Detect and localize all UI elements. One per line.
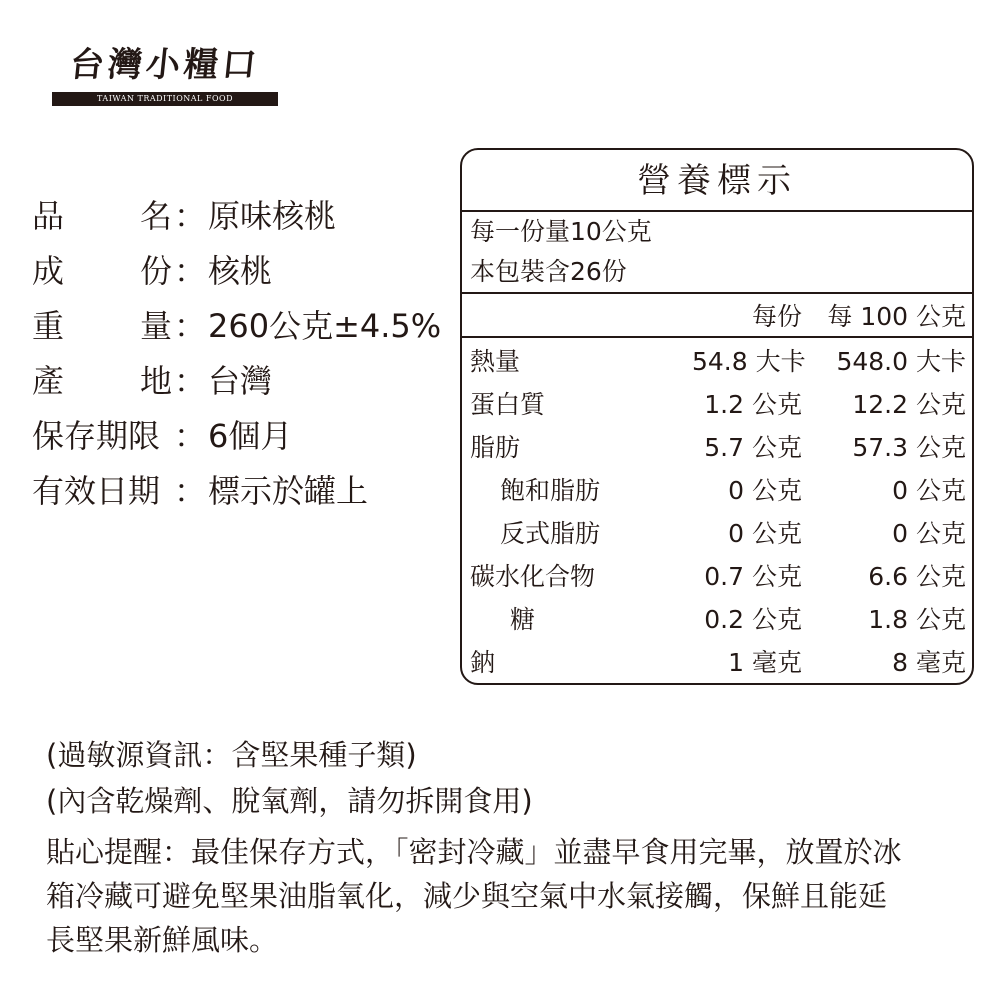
product-info <box>32 186 441 516</box>
nutrition-row-sugar <box>462 596 972 639</box>
nutrition-row-calories <box>462 338 972 381</box>
nutrition-title: 營養標示 <box>462 150 972 212</box>
per-serving-value: 0.7 公克 <box>704 561 802 591</box>
serving-size: 每一份量10公克 <box>470 217 652 246</box>
label-char: 份 <box>139 251 172 290</box>
origin-label <box>32 356 172 402</box>
product-name-value: 原味核桃 <box>208 196 337 235</box>
nutrition-row-fat <box>462 424 972 467</box>
nutrient-name: 鈉 <box>470 647 496 677</box>
nutrition-row-carbohydrate <box>462 553 972 596</box>
per-100g-value: 0 公克 <box>892 475 966 505</box>
nutrition-row-trans-fat <box>462 510 972 553</box>
nutrition-column-headers <box>462 294 972 338</box>
nutrient-name: 飽和脂肪 <box>500 475 601 505</box>
per-serving-value: 5.7 公克 <box>704 432 802 462</box>
product-name-row <box>32 186 441 241</box>
per-serving-value: 1.2 公克 <box>704 389 802 419</box>
separator: ： <box>173 416 206 455</box>
weight-row <box>32 296 441 351</box>
nutrition-facts-panel <box>460 148 974 685</box>
expiry-value: 標示於罐上 <box>208 471 369 510</box>
weight-value: 260公克±4.5% <box>208 306 442 345</box>
allergen-note: (過敏源資訊：含堅果種子類) <box>46 738 417 772</box>
weight-label <box>32 301 172 347</box>
label-char: 地 <box>139 361 172 400</box>
servings-per-package: 本包裝含26份 <box>462 252 972 294</box>
brand-name: 台灣小糧口 <box>67 45 263 85</box>
nutrition-row-sodium <box>462 639 972 682</box>
brand-tagline: TAIWAN TRADITIONAL FOOD <box>52 92 278 106</box>
separator: ： <box>173 196 206 235</box>
per-100g-value: 12.2 公克 <box>852 389 966 419</box>
separator: ： <box>173 306 206 345</box>
nutrient-name: 脂肪 <box>470 432 521 462</box>
ingredients-label <box>32 246 172 292</box>
nutrition-row-protein <box>462 381 972 424</box>
expiry-row <box>32 461 441 516</box>
nutrition-row-saturated-fat <box>462 467 972 510</box>
per-serving-value: 0 公克 <box>728 518 802 548</box>
per-100g-value: 8 毫克 <box>892 647 966 677</box>
label-char: 量 <box>139 306 172 345</box>
origin-value: 台灣 <box>208 361 273 400</box>
per-100g-value: 6.6 公克 <box>868 561 966 591</box>
separator: ： <box>173 471 206 510</box>
per-serving-value: 0 公克 <box>728 475 802 505</box>
per-serving-value: 0.2 公克 <box>704 604 802 634</box>
label-char: 產 <box>32 361 65 400</box>
separator: ： <box>173 251 206 290</box>
separator: ： <box>173 361 206 400</box>
nutrient-name: 蛋白質 <box>470 389 546 419</box>
expiry-label: 有效日期 <box>32 471 161 510</box>
nutrient-name: 熱量 <box>470 346 521 376</box>
per-100g-value: 548.0 大卡 <box>836 346 966 376</box>
per-100g-value: 57.3 公克 <box>852 432 966 462</box>
per-serving-value: 54.8 大卡 <box>692 346 806 376</box>
ingredients-row <box>32 241 441 296</box>
label-char: 名 <box>139 196 172 235</box>
brand-logo <box>52 42 278 106</box>
notes-section <box>46 732 946 962</box>
label-char: 品 <box>32 196 65 235</box>
shelf-life-value: 6個月 <box>208 416 293 455</box>
nutrient-name: 糖 <box>510 604 536 634</box>
ingredients-value: 核桃 <box>208 251 273 290</box>
shelf-life-row <box>32 406 441 461</box>
per-serving-value: 1 毫克 <box>728 647 802 677</box>
storage-tip: 貼心提醒：最佳保存方式，「密封冷藏」並盡早食用完畢，放置於冰箱冷藏可避免堅果油脂氧化，減少與空氣中水氣接觸，保鮮且能延長堅果新鮮風味。 <box>46 835 902 957</box>
header-per-100g: 每 100 公克 <box>827 302 966 331</box>
per-100g-value: 1.8 公克 <box>868 604 966 634</box>
shelf-life-label: 保存期限 <box>32 416 161 455</box>
nutrient-name: 碳水化合物 <box>470 561 596 591</box>
label-char: 重 <box>32 306 65 345</box>
per-100g-value: 0 公克 <box>892 518 966 548</box>
nutrient-name: 反式脂肪 <box>500 518 601 548</box>
label-char: 成 <box>32 251 65 290</box>
origin-row <box>32 351 441 406</box>
desiccant-note: (內含乾燥劑、脫氧劑，請勿拆開食用) <box>46 784 533 818</box>
header-per-serving: 每份 <box>751 302 802 331</box>
product-name-label <box>32 191 172 237</box>
